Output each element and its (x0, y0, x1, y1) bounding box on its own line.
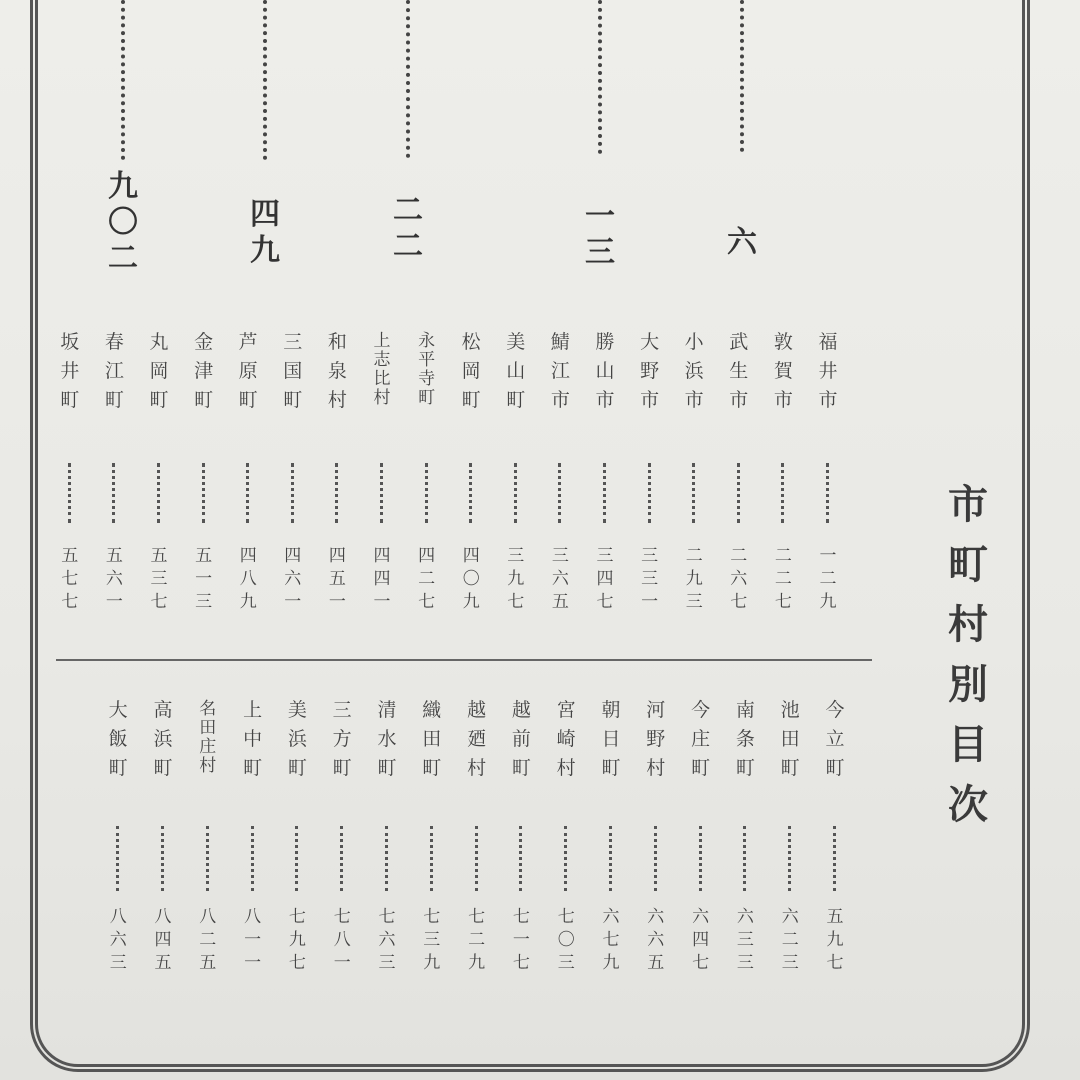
entry-page-number: 二 九 三 (685, 546, 703, 612)
entry-page-number: 五 九 七 (826, 907, 844, 973)
entry-name: 和 泉 村 (327, 331, 347, 411)
entry-name: 芦 原 町 (238, 331, 258, 411)
toc-entry (366, 333, 398, 628)
entry-name: 越 廼 村 (467, 699, 487, 779)
entry-name: 敦 賀 市 (773, 331, 793, 411)
upper-page-number: 六 (727, 225, 757, 260)
entry-page-number: 五 一 三 (195, 546, 213, 612)
leader-dots (425, 463, 428, 523)
leader-dots (263, 0, 267, 160)
leader-dots (648, 463, 651, 523)
toc-entry (188, 333, 220, 628)
entry-page-number: 五 六 一 (105, 546, 123, 612)
leader-dots (112, 463, 115, 523)
leader-dots (202, 463, 205, 523)
leader-dots (68, 463, 71, 523)
entry-page-number: 六 七 九 (602, 907, 620, 973)
toc-entry (505, 701, 537, 989)
entry-name: 武 生 市 (729, 331, 749, 411)
upper-page-number: 四 九 (250, 197, 280, 268)
entry-page-number: 七 〇 三 (557, 907, 575, 973)
toc-entry (192, 701, 224, 989)
entry-name: 高 浜 町 (153, 699, 173, 779)
entry-name: 美 浜 町 (287, 699, 307, 779)
entry-name: 朝 日 町 (601, 699, 621, 779)
entry-name: 上 中 町 (243, 699, 263, 779)
toc-entry (767, 333, 799, 628)
upper-toc-entry (103, 0, 143, 276)
leader-dots (781, 463, 784, 523)
entry-page-number: 三 三 一 (641, 546, 659, 612)
entry-page-number: 四 二 七 (418, 546, 436, 612)
toc-entry (685, 701, 717, 989)
entry-name: 宮 崎 村 (556, 699, 576, 779)
toc-entry (634, 333, 666, 628)
toc-entry (544, 333, 576, 628)
leader-dots (514, 463, 517, 523)
entry-name: 三 国 町 (283, 331, 303, 411)
leader-dots (558, 463, 561, 523)
leader-dots (406, 0, 410, 158)
entry-page-number: 七 一 七 (512, 907, 530, 973)
toc-entry (774, 701, 806, 989)
leader-dots (475, 826, 478, 891)
entry-page-number: 五 七 七 (61, 546, 79, 612)
entry-page-number: 三 六 五 (551, 546, 569, 612)
toc-entry (98, 333, 130, 628)
entry-name: 上 志 比 村 (373, 331, 391, 408)
toc-entry (102, 701, 134, 989)
entry-name: 小 浜 市 (684, 331, 704, 411)
entry-page-number: 四 八 九 (239, 546, 257, 612)
entry-name: 丸 岡 町 (149, 331, 169, 411)
entry-page-number: 三 四 七 (596, 546, 614, 612)
upper-toc-entry (722, 0, 762, 260)
entry-name: 織 田 町 (422, 699, 442, 779)
entry-page-number: 七 六 三 (378, 907, 396, 973)
entry-page-number: 一 二 九 (819, 546, 837, 612)
leader-dots (826, 463, 829, 523)
toc-entry (326, 701, 358, 989)
toc-entry (729, 701, 761, 989)
leader-dots (246, 463, 249, 523)
leader-dots (161, 826, 164, 891)
entry-page-number: 八 四 五 (154, 907, 172, 973)
leader-dots (385, 826, 388, 891)
leader-dots (291, 463, 294, 523)
toc-entry (723, 333, 755, 628)
leader-dots (564, 826, 567, 891)
entry-name: 大 野 市 (640, 331, 660, 411)
upper-toc-entry (388, 0, 428, 264)
toc-entry (812, 333, 844, 628)
leader-dots (833, 826, 836, 891)
toc-entry (277, 333, 309, 628)
toc-entry (455, 333, 487, 628)
entry-name: 松 岡 町 (461, 331, 481, 411)
section-divider (56, 659, 872, 661)
toc-entry (232, 333, 264, 628)
entry-page-number: 四 六 一 (284, 546, 302, 612)
entry-page-number: 七 二 九 (468, 907, 486, 973)
leader-dots (251, 826, 254, 891)
entry-name: 坂 井 町 (60, 331, 80, 411)
entry-name: 名 田 庄 村 (199, 699, 217, 776)
leader-dots (603, 463, 606, 523)
leader-dots (692, 463, 695, 523)
upper-page-number: 二 二 (393, 193, 423, 264)
entry-name: 三 方 町 (332, 699, 352, 779)
toc-entry (819, 701, 851, 989)
upper-toc-entry (580, 0, 620, 270)
entry-name: 越 前 町 (511, 699, 531, 779)
toc-entry (237, 701, 269, 989)
toc-entry (411, 333, 443, 628)
entry-page-number: 八 一 一 (244, 907, 262, 973)
leader-dots (788, 826, 791, 891)
leader-dots (699, 826, 702, 891)
entry-name: 福 井 市 (818, 331, 838, 411)
leader-dots (737, 463, 740, 523)
leader-dots (157, 463, 160, 523)
leader-dots (116, 826, 119, 891)
entry-name: 南 条 町 (735, 699, 755, 779)
entry-page-number: 六 三 三 (736, 907, 754, 973)
entry-name: 勝 山 市 (595, 331, 615, 411)
leader-dots (740, 0, 744, 152)
entry-name: 春 江 町 (104, 331, 124, 411)
entry-name: 河 野 村 (646, 699, 666, 779)
leader-dots (519, 826, 522, 891)
entry-name: 池 田 町 (780, 699, 800, 779)
entry-name: 金 津 町 (194, 331, 214, 411)
entry-page-number: 二 六 七 (730, 546, 748, 612)
entry-page-number: 五 三 七 (150, 546, 168, 612)
entry-name: 今 立 町 (825, 699, 845, 779)
toc-entry (54, 333, 86, 628)
leader-dots (654, 826, 657, 891)
entry-page-number: 八 六 三 (109, 907, 127, 973)
toc-entry (321, 333, 353, 628)
entry-page-number: 四 〇 九 (462, 546, 480, 612)
upper-page-number: 九 〇 二 (108, 169, 138, 276)
entry-page-number: 四 五 一 (328, 546, 346, 612)
leader-dots (743, 826, 746, 891)
toc-entry (371, 701, 403, 989)
entry-page-number: 三 九 七 (507, 546, 525, 612)
leader-dots (469, 463, 472, 523)
entry-page-number: 七 九 七 (288, 907, 306, 973)
entry-name: 鯖 江 市 (550, 331, 570, 411)
entry-name: 永 平 寺 町 (418, 331, 436, 408)
entry-page-number: 四 四 一 (373, 546, 391, 612)
toc-entry (640, 701, 672, 989)
leader-dots (598, 0, 602, 154)
entry-page-number: 六 六 五 (647, 907, 665, 973)
entry-name: 清 水 町 (377, 699, 397, 779)
leader-dots (609, 826, 612, 891)
toc-entry (595, 701, 627, 989)
entry-page-number: 八 二 五 (199, 907, 217, 973)
toc-heading-text: 市 町 村 別 目 次 (948, 481, 988, 828)
toc-entry (147, 701, 179, 989)
toc-entry (550, 701, 582, 989)
entry-page-number: 七 三 九 (423, 907, 441, 973)
entry-page-number: 六 二 三 (781, 907, 799, 973)
entry-page-number: 六 四 七 (692, 907, 710, 973)
leader-dots (295, 826, 298, 891)
upper-page-number: 一 三 (585, 199, 615, 270)
toc-entry (143, 333, 175, 628)
leader-dots (340, 826, 343, 891)
leader-dots (121, 0, 125, 160)
toc-heading (948, 481, 988, 845)
toc-entry (416, 701, 448, 989)
toc-entry (281, 701, 313, 989)
leader-dots (430, 826, 433, 891)
leader-dots (335, 463, 338, 523)
toc-entry (461, 701, 493, 989)
entry-name: 美 山 町 (506, 331, 526, 411)
entry-name: 大 飯 町 (108, 699, 128, 779)
leader-dots (206, 826, 209, 891)
toc-entry (678, 333, 710, 628)
leader-dots (380, 463, 383, 523)
toc-entry (500, 333, 532, 628)
entry-page-number: 七 八 一 (333, 907, 351, 973)
entry-name: 今 庄 町 (691, 699, 711, 779)
toc-entry (589, 333, 621, 628)
entry-page-number: 二 二 七 (774, 546, 792, 612)
upper-toc-entry (245, 0, 285, 268)
